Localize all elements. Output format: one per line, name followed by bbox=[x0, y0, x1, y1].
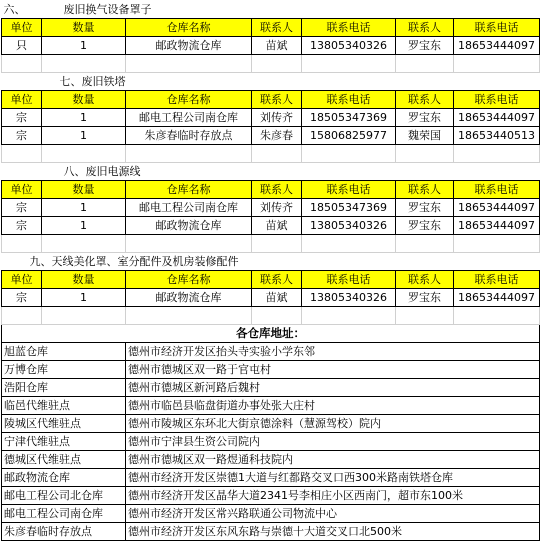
section-title-row bbox=[2, 73, 540, 91]
blank-row bbox=[2, 55, 540, 73]
header-row bbox=[2, 271, 540, 289]
cell-warehouse: 邮电工程公司南仓库 bbox=[126, 199, 252, 217]
address-row bbox=[2, 397, 540, 415]
cell-phone-2: 18653444097 bbox=[454, 109, 540, 127]
address-row bbox=[2, 415, 540, 433]
address-text: 德州市临邑县临盘街道办事处张大庄村 bbox=[126, 397, 540, 415]
address-text: 德州市德城区双一路于官屯村 bbox=[126, 361, 540, 379]
header-phone: 联系电话 bbox=[302, 181, 396, 199]
header-contact: 联系人 bbox=[252, 271, 302, 289]
cell-unit: 宗 bbox=[2, 127, 42, 145]
section-title-row bbox=[2, 1, 540, 19]
header-quantity: 数量 bbox=[42, 91, 126, 109]
address-warehouse: 浩阳仓库 bbox=[2, 379, 126, 397]
address-warehouse: 德城区代维驻点 bbox=[2, 451, 126, 469]
section-title-row bbox=[2, 253, 540, 271]
cell-phone: 13805340326 bbox=[302, 217, 396, 235]
cell-phone: 18505347369 bbox=[302, 199, 396, 217]
table-row bbox=[2, 289, 540, 307]
cell-quantity: 1 bbox=[42, 289, 126, 307]
cell-contact: 朱彦春 bbox=[252, 127, 302, 145]
cell-phone: 13805340326 bbox=[302, 37, 396, 55]
cell-contact-2: 罗宝东 bbox=[396, 217, 454, 235]
cell-phone-2: 18653444097 bbox=[454, 289, 540, 307]
address-text: 德州市经济开发区常兴路联通公司物流中心 bbox=[126, 505, 540, 523]
cell-contact: 苗斌 bbox=[252, 37, 302, 55]
address-warehouse: 邮政物流仓库 bbox=[2, 469, 126, 487]
header-quantity: 数量 bbox=[42, 181, 126, 199]
address-warehouse: 朱彦春临时存放点 bbox=[2, 523, 126, 541]
header-unit: 单位 bbox=[2, 19, 42, 37]
inventory-table bbox=[1, 1, 540, 541]
cell-unit: 宗 bbox=[2, 289, 42, 307]
cell-unit: 宗 bbox=[2, 217, 42, 235]
header-phone-2: 联系电话 bbox=[454, 19, 540, 37]
header-unit: 单位 bbox=[2, 271, 42, 289]
header-phone: 联系电话 bbox=[302, 19, 396, 37]
addresses-title-row bbox=[2, 325, 540, 343]
header-contact-2: 联系人 bbox=[396, 91, 454, 109]
address-warehouse: 邮电工程公司南仓库 bbox=[2, 505, 126, 523]
section-title-row bbox=[2, 163, 540, 181]
address-row bbox=[2, 469, 540, 487]
addresses-title: 各仓库地址： bbox=[2, 325, 540, 343]
cell-phone-2: 18653444097 bbox=[454, 217, 540, 235]
cell-warehouse: 邮电工程公司南仓库 bbox=[126, 109, 252, 127]
address-text: 德州市德城区双一路煜通科技院内 bbox=[126, 451, 540, 469]
header-warehouse: 仓库名称 bbox=[126, 91, 252, 109]
address-text: 德州市陵城区东环北大街京德涂料（慧源驾校）院内 bbox=[126, 415, 540, 433]
header-quantity: 数量 bbox=[42, 271, 126, 289]
header-contact-2: 联系人 bbox=[396, 19, 454, 37]
section-title: 七、废旧铁塔 bbox=[42, 73, 540, 91]
address-warehouse: 陵城区代维驻点 bbox=[2, 415, 126, 433]
cell-contact: 刘传齐 bbox=[252, 199, 302, 217]
table-row bbox=[2, 127, 540, 145]
cell-contact-2: 罗宝东 bbox=[396, 37, 454, 55]
header-phone: 联系电话 bbox=[302, 91, 396, 109]
cell-phone-2: 18653444097 bbox=[454, 199, 540, 217]
address-text: 德州市宁津县生资公司院内 bbox=[126, 433, 540, 451]
cell-contact-2: 罗宝东 bbox=[396, 199, 454, 217]
address-text: 德州市经济开发区晶华大道2341号李相庄小区西南门，超市东100米 bbox=[126, 487, 540, 505]
cell-warehouse: 朱彦春临时存放点 bbox=[126, 127, 252, 145]
header-contact: 联系人 bbox=[252, 181, 302, 199]
cell-quantity: 1 bbox=[42, 199, 126, 217]
cell-contact-2: 罗宝东 bbox=[396, 289, 454, 307]
cell-contact: 苗斌 bbox=[252, 289, 302, 307]
header-phone: 联系电话 bbox=[302, 271, 396, 289]
address-row bbox=[2, 487, 540, 505]
cell-phone: 13805340326 bbox=[302, 289, 396, 307]
address-warehouse: 临邑代维驻点 bbox=[2, 397, 126, 415]
header-contact-2: 联系人 bbox=[396, 181, 454, 199]
cell-contact-2: 罗宝东 bbox=[396, 109, 454, 127]
header-row bbox=[2, 91, 540, 109]
address-row bbox=[2, 379, 540, 397]
header-phone-2: 联系电话 bbox=[454, 181, 540, 199]
section-number: 六、 bbox=[2, 1, 42, 19]
header-row bbox=[2, 19, 540, 37]
cell-contact: 苗斌 bbox=[252, 217, 302, 235]
header-unit: 单位 bbox=[2, 91, 42, 109]
cell-phone: 18505347369 bbox=[302, 109, 396, 127]
cell-quantity: 1 bbox=[42, 217, 126, 235]
cell-phone-2: 18653440513 bbox=[454, 127, 540, 145]
address-text: 德州市经济开发区抬头寺实验小学东邻 bbox=[126, 343, 540, 361]
cell-phone-2: 18653444097 bbox=[454, 37, 540, 55]
table-row bbox=[2, 109, 540, 127]
blank-row bbox=[2, 235, 540, 253]
header-quantity: 数量 bbox=[42, 19, 126, 37]
cell-contact-2: 魏荣国 bbox=[396, 127, 454, 145]
cell-warehouse: 邮政物流仓库 bbox=[126, 37, 252, 55]
address-row bbox=[2, 343, 540, 361]
section-title: 废旧换气设备罩子 bbox=[42, 1, 540, 19]
header-phone-2: 联系电话 bbox=[454, 91, 540, 109]
address-row bbox=[2, 361, 540, 379]
address-text: 德州市德城区新河路后魏村 bbox=[126, 379, 540, 397]
header-warehouse: 仓库名称 bbox=[126, 181, 252, 199]
cell-unit: 宗 bbox=[2, 109, 42, 127]
cell-warehouse: 邮政物流仓库 bbox=[126, 217, 252, 235]
address-warehouse: 宁津代维驻点 bbox=[2, 433, 126, 451]
cell-unit: 宗 bbox=[2, 199, 42, 217]
address-row bbox=[2, 505, 540, 523]
header-contact: 联系人 bbox=[252, 91, 302, 109]
address-warehouse: 旭蓝仓库 bbox=[2, 343, 126, 361]
header-contact: 联系人 bbox=[252, 19, 302, 37]
cell-quantity: 1 bbox=[42, 109, 126, 127]
address-warehouse: 万博仓库 bbox=[2, 361, 126, 379]
header-contact-2: 联系人 bbox=[396, 271, 454, 289]
cell-warehouse: 邮政物流仓库 bbox=[126, 289, 252, 307]
address-row bbox=[2, 523, 540, 541]
section-title: 八、废旧电源线 bbox=[42, 163, 540, 181]
header-phone-2: 联系电话 bbox=[454, 271, 540, 289]
address-text: 德州市经济开发区崇德1大道与红都路交叉口西300米路南铁塔仓库 bbox=[126, 469, 540, 487]
address-warehouse: 邮电工程公司北仓库 bbox=[2, 487, 126, 505]
header-warehouse: 仓库名称 bbox=[126, 271, 252, 289]
section-title: 九、天线美化罩、室分配件及机房装修配件 bbox=[2, 253, 540, 271]
blank-row bbox=[2, 307, 540, 325]
address-row bbox=[2, 433, 540, 451]
blank-row bbox=[2, 145, 540, 163]
header-warehouse: 仓库名称 bbox=[126, 19, 252, 37]
cell-contact: 刘传齐 bbox=[252, 109, 302, 127]
address-row bbox=[2, 451, 540, 469]
cell-quantity: 1 bbox=[42, 37, 126, 55]
cell-unit: 只 bbox=[2, 37, 42, 55]
cell-phone: 15806825977 bbox=[302, 127, 396, 145]
header-unit: 单位 bbox=[2, 181, 42, 199]
table-row bbox=[2, 37, 540, 55]
cell-quantity: 1 bbox=[42, 127, 126, 145]
table-row bbox=[2, 199, 540, 217]
address-text: 德州市经济开发区东风东路与崇德十大道交叉口北500米 bbox=[126, 523, 540, 541]
header-row bbox=[2, 181, 540, 199]
table-row bbox=[2, 217, 540, 235]
